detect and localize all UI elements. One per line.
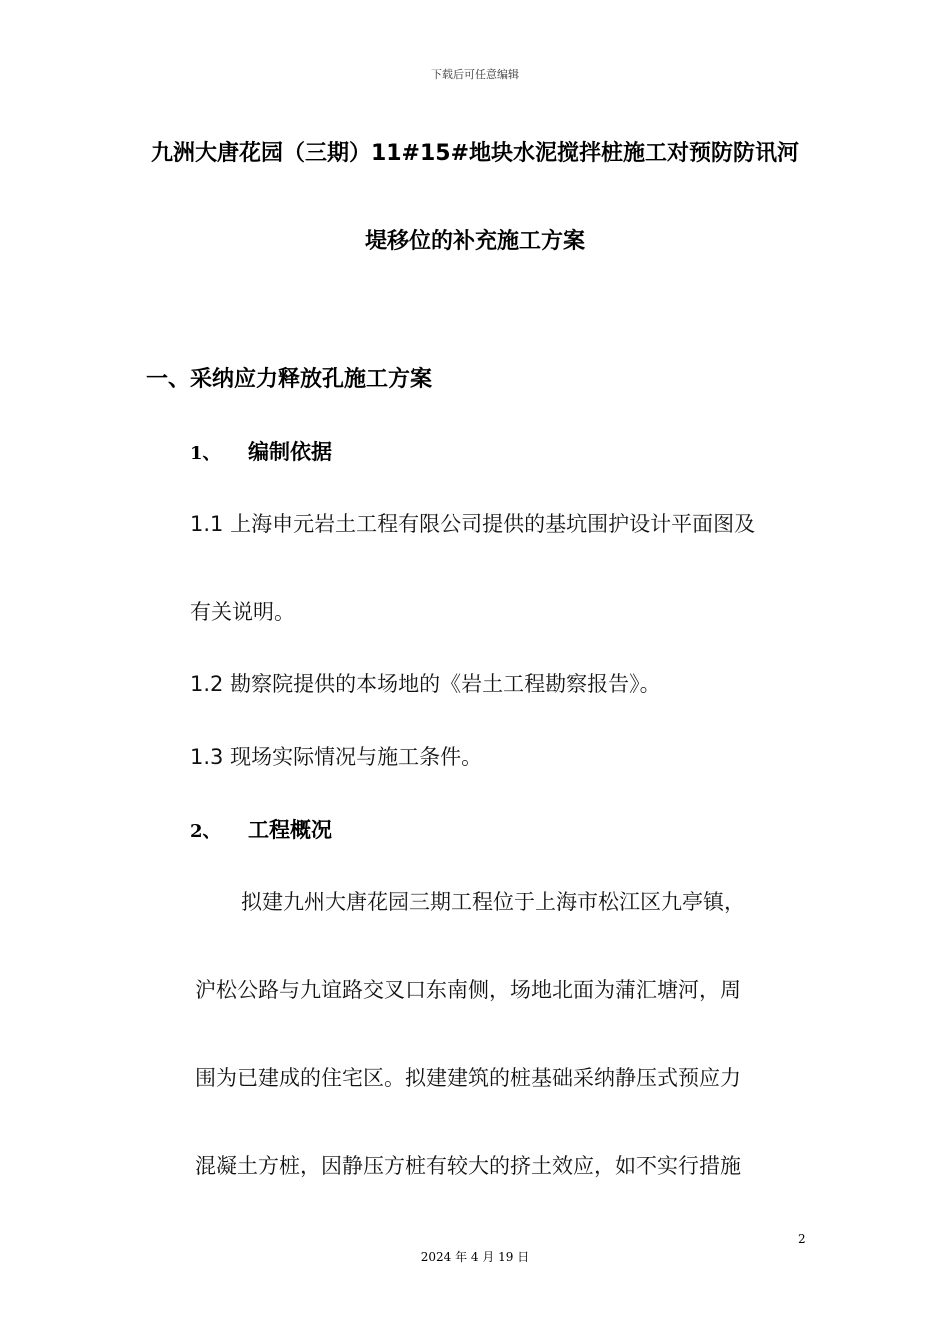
subsection-number: 2、	[190, 821, 221, 842]
subsection-heading-2	[190, 814, 332, 844]
subsection-label: 编制依据	[248, 440, 332, 464]
overview-line-3: 围为已建成的住宅区。拟建建筑的桩基础采纳静压式预应力	[195, 1066, 741, 1090]
subsection-label: 工程概况	[248, 818, 332, 842]
header-note: 下载后可任意编辑	[431, 68, 519, 81]
document-title-line-2: 堤移位的补充施工方案	[364, 229, 585, 254]
basis-item-1-1-continued: 有关说明。	[190, 600, 295, 624]
section-heading: 一、采纳应力释放孔施工方案	[146, 367, 433, 392]
footer-date: 2024 年 4 月 19 日	[420, 1250, 530, 1264]
basis-item-1-3: 1.3 现场实际情况与施工条件。	[190, 745, 483, 769]
page-number: 2	[798, 1232, 806, 1246]
overview-line-1: 拟建九州大唐花园三期工程位于上海市松江区九亭镇，	[241, 890, 745, 914]
document-title-line-1: 九洲大唐花园（三期）11#15#地块水泥搅拌桩施工对预防防讯河	[150, 141, 800, 166]
overview-line-4: 混凝土方桩，因静压方桩有较大的挤土效应，如不实行措施	[195, 1154, 741, 1178]
subsection-heading-1	[190, 436, 332, 466]
subsection-number: 1、	[190, 443, 221, 464]
basis-item-1-2: 1.2 勘察院提供的本场地的《岩土工程勘察报告》。	[190, 672, 661, 696]
overview-line-2: 沪松公路与九谊路交叉口东南侧，场地北面为蒲汇塘河，周	[195, 978, 741, 1002]
basis-item-1-1: 1.1 上海申元岩土工程有限公司提供的基坑围护设计平面图及	[190, 512, 756, 536]
